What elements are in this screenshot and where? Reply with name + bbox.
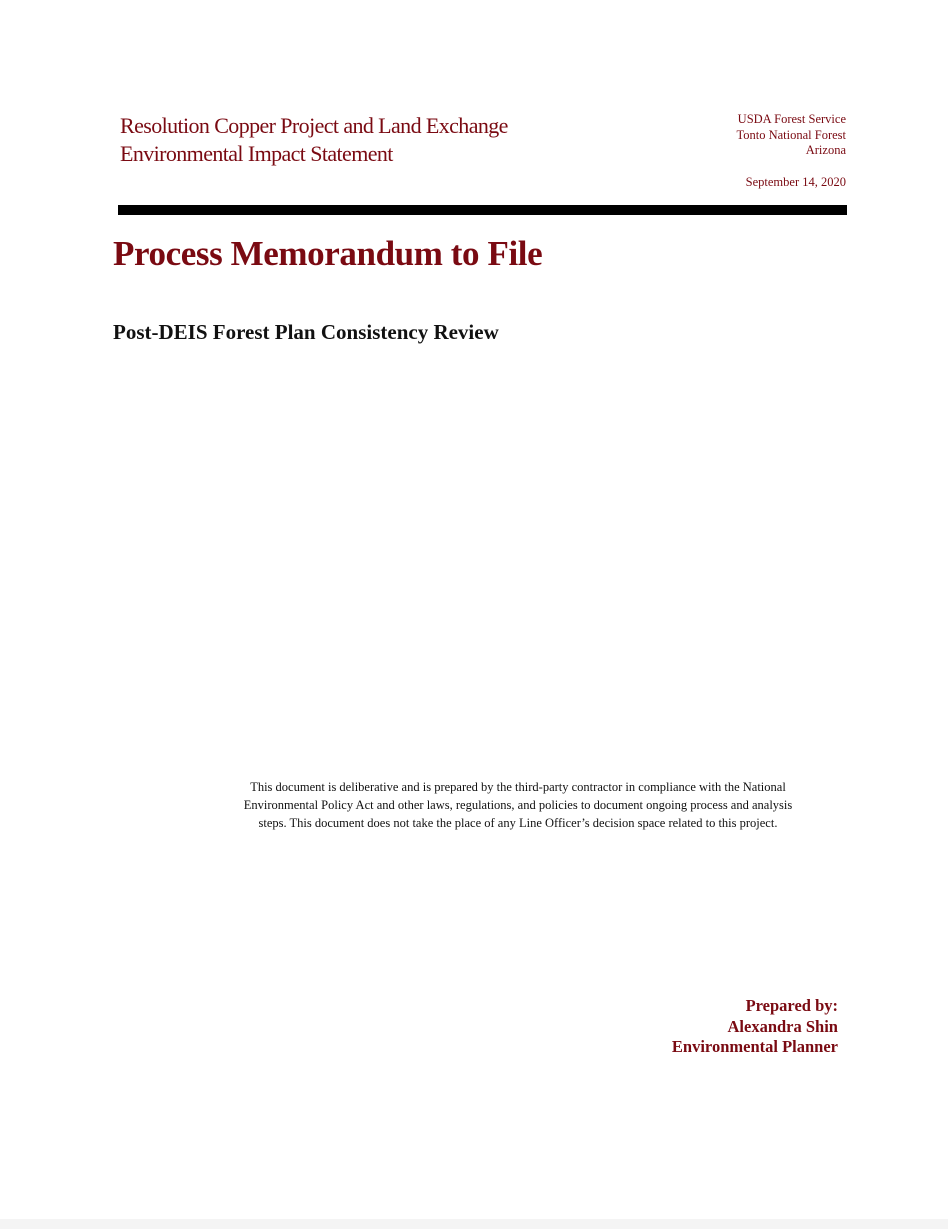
project-title [120,112,600,168]
memo-subtitle: Post-DEIS Forest Plan Consistency Review [113,320,499,344]
prepared-by-label: Prepared by: [745,996,838,1015]
project-title-line-1: Resolution Copper Project and Land Exchange [120,113,508,138]
agency-line-2: Tonto National Forest [736,127,846,142]
disclaimer [200,778,836,832]
agency-block [736,112,846,159]
preparer-role: Environmental Planner [671,1037,838,1056]
disclaimer-line-2: Environmental Policy Act and other laws, regulations, and policies to document ongoing process and analysis [243,798,793,812]
document-date: September 14, 2020 [745,175,846,189]
project-title-line-2: Environmental Impact Statement [120,141,393,166]
agency-line-3: Arizona [805,143,846,157]
memo-title: Process Memorandum to File [113,234,543,273]
agency-line-1: USDA Forest Service [737,112,846,126]
page-bottom-edge [0,1219,948,1229]
preparer-name: Alexandra Shin [727,1016,838,1036]
disclaimer-line-1: This document is deliberative and is prepared by the third-party contractor in compliance with the National [250,780,786,794]
header-rule [118,205,847,215]
prepared-by-block [672,996,838,1058]
disclaimer-line-3: steps. This document does not take the place of any Line Officer’s decision space related to this project. [258,816,778,830]
